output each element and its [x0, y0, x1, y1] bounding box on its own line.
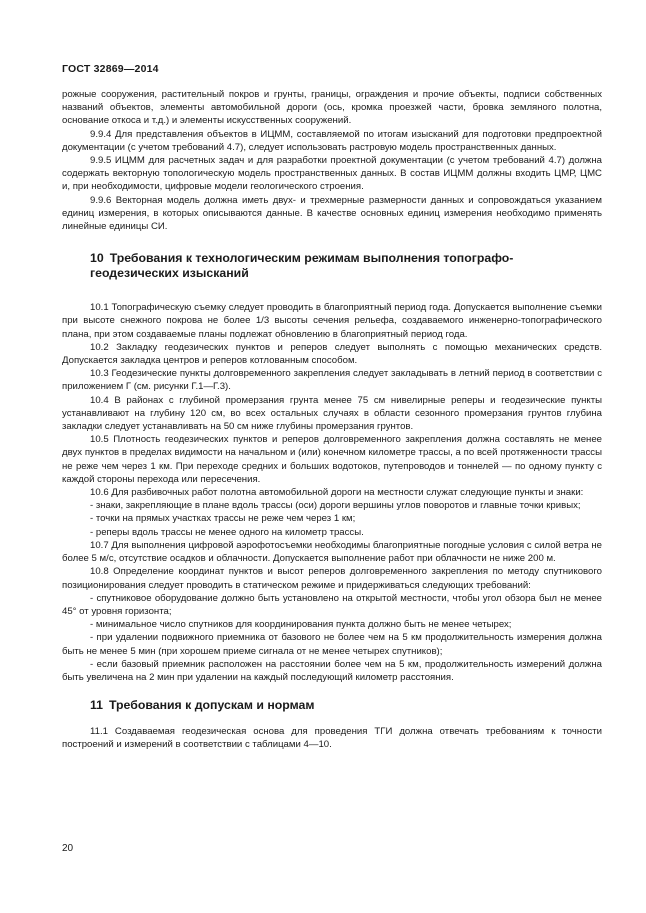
paragraph: 10.4 В районах с глубиной промерзания грунта менее 75 см нивелирные реперы и геодезические пункты устанавливают на глубину 120 см, во всех остальных случаях в области сезонного промерзания грунтов глубина закладки следует устанавливать на 50 см ниже глубины промерзания грунтов. [62, 394, 602, 433]
section-10-heading [62, 251, 602, 281]
paragraph: 9.9.6 Векторная модель должна иметь двух- и трехмерные размерности данных и сопровождаться указанием единиц измерения, в которых описываются данные. В качестве основных единиц измерения необходимо применять линейные единицы СИ. [62, 194, 602, 233]
list-item: - при удалении подвижного приемника от базового не более чем на 5 км продолжительность измерения должна быть не менее 5 мин (при хорошем приеме сигнала от не менее четырех спутников); [62, 632, 602, 657]
section-number: 10 [90, 251, 104, 266]
paragraph: 10.3 Геодезические пункты долговременного закрепления следует закладывать в летний период в соответствии с приложением Г (см. рисунки Г.1—Г.3). [62, 368, 602, 393]
paragraph: 9.9.5 ИЦММ для расчетных задач и для разработки проектной документации (с учетом требований 4.7) должна содержать векторную топологическую модель пространственных данных. В состав ИЦММ должны входить ЦМР, ЦМС и, при необходимости, цифровые модели геологического строения. [62, 155, 602, 193]
paragraph: 10.7 Для выполнения цифровой аэрофотосъемки необходимы благоприятные погодные условия с силой ветра не более 5 м/с, отсутствие осадков и облачности. Допускается выполнение работ при облачности не ниже 200 м. [62, 539, 602, 565]
paragraph: 10.1 Топографическую съемку следует проводить в благоприятный период года. Допускается выполнение съемки при высоте снежного покрова не более 1/3 высоты сечения рельефа, создаваемого инженерно-топографического плана, при этом создаваемые планы подлежат обновлению в благоприятный период года. [62, 302, 602, 340]
list-item: - если базовый приемник расположен на расстоянии более чем на 5 км, продолжительность измерений должна быть увеличена на 2 мин при удалении на каждый последующий километр расстояния. [62, 658, 602, 683]
list-item: - реперы вдоль трассы не менее одного на километр трассы. [90, 526, 364, 538]
paragraph: 10.2 Закладку геодезических пунктов и реперов следует выполнять с помощью механических средств. Допускается закладка центров и реперов котлованным способом. [62, 341, 602, 367]
page-number: 20 [62, 843, 74, 854]
section-number: 11 [90, 698, 103, 713]
document-header: ГОСТ 32869—2014 [62, 63, 159, 75]
paragraph: 9.9.4 Для представления объектов в ИЦММ, составляемой по итогам изысканий для подготовки предпроектной документации (с учетом требований 4.7), следует использовать растровую модель пространственных данных. [62, 128, 602, 153]
paragraph: рожные сооружения, растительный покров и грунты, границы, ограждения и прочие объекты, подписи собственных названий объектов, элементы автомобильной дороги (ось, кромка проезжей части, бровка земляного полотна, основание откоса и т.д.) и элементы искусственных сооружений. [62, 89, 602, 127]
section-title: Требования к допускам и нормам [109, 698, 315, 713]
list-item: - точки на прямых участках трассы не реже чем через 1 км; [90, 513, 356, 525]
section-11-heading [62, 698, 602, 713]
list-item: - минимальное число спутников для координирования пункта должно быть не менее четырех; [90, 619, 512, 631]
paragraph: 10.5 Плотность геодезических пунктов и реперов долговременного закрепления должна составлять не менее двух пунктов в пределах видимости на начальном и (или) конечном километре трассы, а по всей протяженности трассы не реже чем через 1 км. При переходе средних и больших водотоков, путепроводов и тоннелей — по одному пункту с каждой стороны перехода или пересечения. [62, 434, 602, 485]
document-body [62, 88, 602, 752]
paragraph: 10.6 Для разбивочных работ полотна автомобильной дороги на местности служат следующие пункты и знаки: [90, 487, 584, 499]
section-title: Требования к технологическим режимам выполнения топографо-геодезических изысканий [90, 251, 514, 281]
paragraph: 10.8 Определение координат пунктов и высот реперов долговременного закрепления по методу спутникового позиционирования следует проводить в статическом режиме и придерживаться следующих требований: [62, 566, 602, 591]
list-item: - спутниковое оборудование должно быть установлено на открытой местности, чтобы угол обзора был не менее 45° от уровня горизонта; [62, 592, 602, 617]
paragraph: 11.1 Создаваемая геодезическая основа для проведения ТГИ должна отвечать требованиям к точности построений и измерений в соответствии с таблицами 4—10. [62, 726, 602, 751]
list-item: - знаки, закрепляющие в плане вдоль трассы (оси) дороги вершины углов поворотов и главные точки кривых; [90, 500, 581, 512]
